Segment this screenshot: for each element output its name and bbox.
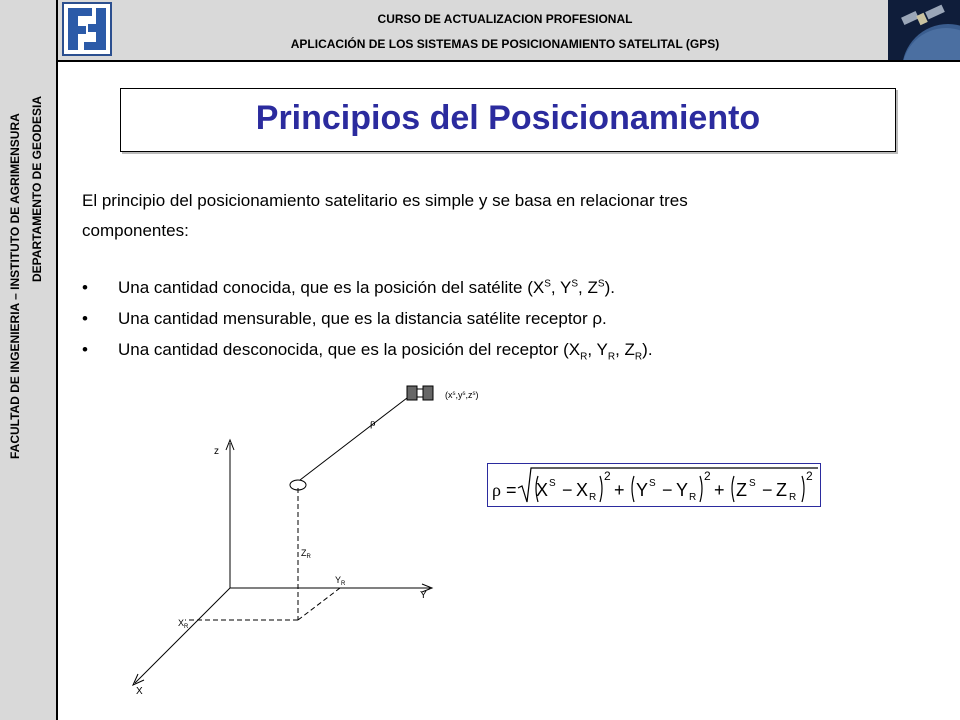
header-band xyxy=(0,0,960,62)
xr-label: $X_R$ xyxy=(178,618,189,630)
y-axis-label: Y xyxy=(420,590,427,601)
intro-paragraph xyxy=(82,186,882,246)
bullet-text: Una cantidad desconocida, que es la posición del receptor (X xyxy=(118,340,581,359)
bullet-mark: • xyxy=(82,340,88,359)
header-course-subtitle: APLICACIÓN DE LOS SISTEMAS DE POSICIONAMIENTO SATELITAL (GPS) xyxy=(290,37,720,51)
z-axis-label: z xyxy=(214,446,219,457)
positioning-diagram xyxy=(120,378,520,708)
range-formula xyxy=(488,464,820,506)
formula-square: 2 xyxy=(806,469,813,483)
bullet-text: , Z xyxy=(615,340,635,359)
paren-open xyxy=(632,476,634,502)
formula-minus: − xyxy=(662,480,673,500)
header-course-title: CURSO DE ACTUALIZACION PROFESIONAL xyxy=(377,12,633,26)
satellite-coordinates: $(x^s,y^s,z^s)$ xyxy=(445,390,479,400)
bullet-unknown-quantity xyxy=(82,340,653,362)
rho-label: ρ xyxy=(370,417,376,429)
superscript: S xyxy=(597,278,605,290)
bullet-text: , Y xyxy=(587,340,608,359)
sidebar-faculty-text: FACULTAD DE INGENIERIA – INSTITUTO DE AGRIMENSURA xyxy=(8,113,22,459)
bullet-mark: • xyxy=(82,309,88,328)
satellite-body xyxy=(417,389,423,397)
bullet-text: ). xyxy=(604,278,615,297)
title-box xyxy=(120,88,896,152)
formula-yr: Y xyxy=(676,480,689,500)
formula-sub: R xyxy=(689,492,697,503)
faculty-logo xyxy=(62,2,112,56)
paren-close xyxy=(600,476,602,502)
paren-open xyxy=(732,476,734,502)
subscript: R xyxy=(580,351,588,363)
bullet-text: Una cantidad mensurable, que es la distancia satélite receptor ρ. xyxy=(118,309,607,328)
formula-minus: − xyxy=(562,480,573,500)
formula-xs: X xyxy=(536,480,549,500)
formula-sub: R xyxy=(789,492,797,503)
paren-close xyxy=(700,476,702,502)
bullet-text: ). xyxy=(642,340,653,359)
subscript: R xyxy=(607,351,616,363)
bullet-measurable-quantity xyxy=(82,309,607,329)
satellite-panel-left xyxy=(407,386,417,400)
subscript: R xyxy=(634,351,643,363)
bullet-known-quantity xyxy=(82,278,615,298)
paren-close xyxy=(802,476,804,502)
formula-xr: X xyxy=(576,480,589,500)
bullet-text: Una cantidad conocida, que es la posición del satélite (X xyxy=(118,278,545,297)
formula-ys: Y xyxy=(636,480,649,500)
sidebar-department-text: DEPARTAMENTO DE GEODESIA xyxy=(30,95,44,282)
formula-sup: S xyxy=(549,478,556,489)
intro-line-2: componentes: xyxy=(82,221,189,240)
satellite-photo xyxy=(888,0,960,60)
formula-rho: ρ xyxy=(492,480,501,500)
intro-line-1: El principio del posicionamiento satelitario es simple y se basa en relacionar tres xyxy=(82,191,688,210)
formula-zs: Z xyxy=(736,480,747,500)
x-axis xyxy=(135,588,230,683)
satellite-panel-right xyxy=(423,386,433,400)
slide-title: Principios del Posicionamiento xyxy=(255,99,761,137)
formula-equals: = xyxy=(506,480,517,500)
bullet-text: , Y xyxy=(550,278,572,297)
formula-sup: S xyxy=(749,478,756,489)
range-formula-box xyxy=(487,463,821,507)
x-axis-label: X xyxy=(136,686,143,697)
receptor-y-projection xyxy=(298,588,340,620)
bullet-mark: • xyxy=(82,278,88,297)
range-line xyxy=(300,398,407,480)
formula-plus: + xyxy=(614,480,625,500)
zr-label: $Z_R$ xyxy=(301,548,311,560)
formula-square: 2 xyxy=(704,469,711,483)
superscript: S xyxy=(544,278,551,290)
formula-sup: S xyxy=(649,478,656,489)
yr-label: $Y_R$ xyxy=(335,575,346,587)
formula-plus: + xyxy=(714,480,725,500)
formula-sub: R xyxy=(589,492,597,503)
superscript: S xyxy=(571,278,579,290)
header-left-cell xyxy=(0,0,58,60)
formula-minus: − xyxy=(762,480,773,500)
bullet-text: , Z xyxy=(578,278,598,297)
formula-square: 2 xyxy=(604,469,611,483)
formula-zr: Z xyxy=(776,480,787,500)
